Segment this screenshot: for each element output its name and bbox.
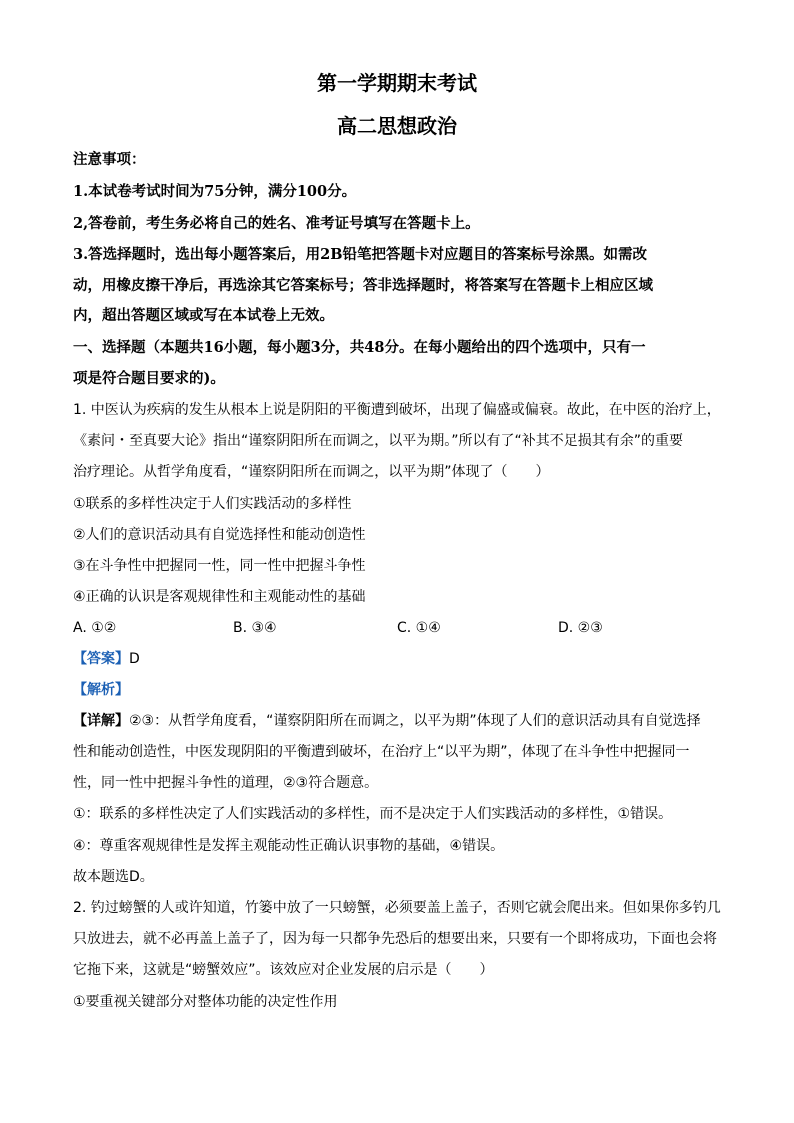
statement: ③在斗争性中把握同一性，同一性中把握斗争性 [73, 558, 366, 574]
section-heading: 项是符合题目要求的)。 [73, 370, 225, 387]
analysis-label: 【解析】 [73, 682, 129, 698]
page-title: 第一学期期末考试 [317, 71, 477, 95]
question-stem: 2. 钓过螃蟹的人或许知道，竹篓中放了一只螃蟹，必须要盖上盖子，否则它就会爬出来。但如果你多钓几 [73, 900, 721, 916]
detail-text: ②③：从哲学角度看，“谨察阴阳所在而调之，以平为期”体现了人们的意识活动具有自觉选择 [129, 713, 701, 729]
option-a: A. ①② [73, 620, 117, 636]
notice-item: 2,答卷前，考生务必将自己的姓名、准考证号填写在答题卡上。 [73, 215, 480, 232]
question-stem: 1. 中医认为疾病的发生从根本上说是阴阳的平衡遭到破坏，出现了偏盛或偏衰。故此，在中医的治疗上， [73, 402, 721, 418]
detail-line [73, 711, 701, 731]
notice-item: 动，用橡皮擦干净后，再选涂其它答案标号；答非选择题时，将答案写在答题卡上相应区域 [73, 277, 653, 294]
detail-line: 性和能动创造性，中医发现阴阳的平衡遭到破坏，在治疗上“以平为期”，体现了在斗争性中把握同一 [73, 744, 690, 760]
detail-tag: 【详解】 [73, 713, 129, 729]
analysis-tag [73, 680, 129, 700]
notice-heading: 注意事项： [73, 151, 146, 168]
option-d: D. ②③ [558, 620, 603, 636]
statement: ①联系的多样性决定于人们实践活动的多样性 [73, 496, 352, 512]
detail-line: ①：联系的多样性决定了人们实践活动的多样性，而不是决定于人们实践活动的多样性，①错误。 [73, 806, 673, 822]
statement: ④正确的认识是客观规律性和主观能动性的基础 [73, 589, 366, 605]
notice-item: 3.答选择题时，选出每小题答案后，用2B铅笔把答题卡对应题目的答案标号涂黑。如需改 [73, 246, 647, 263]
question-stem: 它拖下来，这就是“螃蟹效应”。该效应对企业发展的启示是（ ） [73, 962, 494, 978]
answer-line [73, 649, 140, 669]
option-c: C. ①④ [397, 620, 441, 636]
detail-line: ④：尊重客观规律性是发挥主观能动性正确认识事物的基础，④错误。 [73, 838, 505, 854]
question-stem: 《素问・至真要大论》指出“谨察阴阳所在而调之，以平为期。”所以有了“补其不足损其有余”的重要 [73, 433, 684, 449]
section-heading: 一、选择题（本题共16小题，每小题3分，共48分。在每小题给出的四个选项中，只有一 [73, 339, 646, 356]
statement: ①要重视关键部分对整体功能的决定性作用 [73, 994, 338, 1010]
page-subtitle: 高二思想政治 [337, 114, 457, 138]
notice-item: 1.本试卷考试时间为75分钟，满分100分。 [73, 183, 357, 200]
option-b: B. ③④ [233, 620, 277, 636]
detail-line: 性，同一性中把握斗争性的道理，②③符合题意。 [73, 775, 379, 791]
detail-line: 故本题选D。 [73, 869, 154, 885]
statement: ②人们的意识活动具有自觉选择性和能动创造性 [73, 527, 366, 543]
question-stem: 只放进去，就不必再盖上盖子了，因为每一只都争先恐后的想要出来，只要有一个即将成功，下面也会将 [73, 931, 717, 947]
question-stem: 治疗理论。从哲学角度看，“谨察阴阳所在而调之，以平为期”体现了（ ） [73, 464, 550, 480]
notice-item: 内，超出答题区域或写在本试卷上无效。 [73, 307, 334, 324]
answer-value: D [129, 651, 140, 667]
answer-tag: 【答案】 [73, 651, 129, 667]
